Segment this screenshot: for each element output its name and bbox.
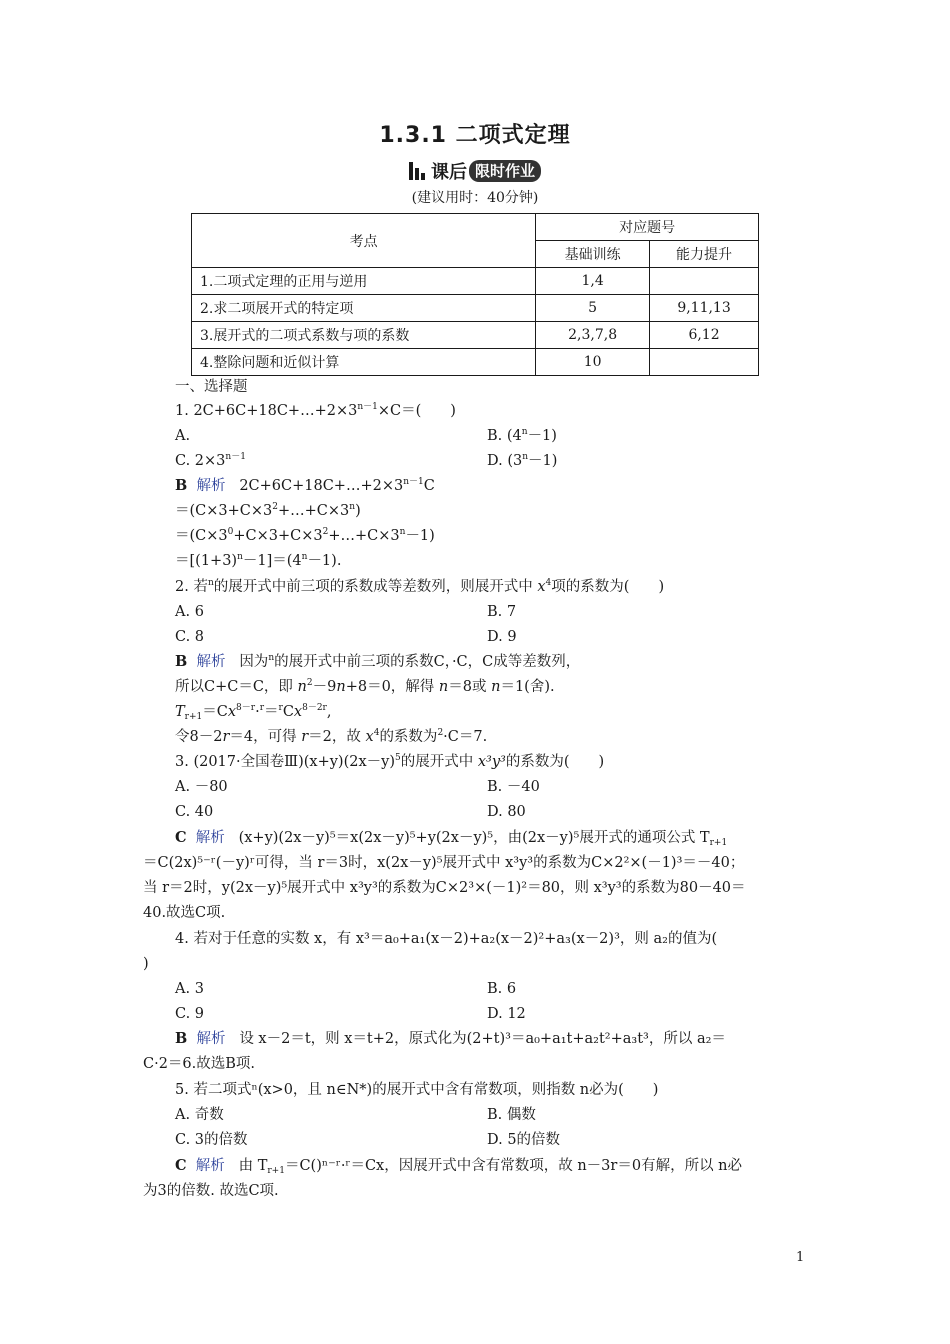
q4-solution-line: B 解析 设 x－2＝t，则 x＝t+2，原式化为(2+t)³＝a₀+a₁t+a₂t²+a₃t³，所以 a₂＝	[175, 1030, 726, 1047]
q1-solution-line: $=[(1+3)^n-1]=(4^n-1)$.	[175, 552, 342, 569]
table-cell-topic: 4.整除问题和近似计算	[192, 349, 536, 376]
table-cell-basic: 10	[536, 349, 650, 376]
table-row	[192, 268, 759, 295]
page-title: 1.3.1 二项式定理	[379, 123, 571, 148]
table-header-group: 对应题号	[536, 214, 759, 241]
q1-stem: 1. $2C+6C+18C+\dots+2\times 3^{n-1}\times C=$( )	[175, 402, 456, 419]
q5-stem: 5. 若二项式ⁿ(x>0，且 n∈N*)的展开式中含有常数项，则指数 n必为( )	[175, 1082, 659, 1098]
q2-solution-line: 令8－2r＝4，可得 r＝2，故 $x^4$的系数为$^2$·C＝7.	[175, 728, 488, 745]
q4-option-c: C. 9	[175, 1006, 205, 1022]
q4-solution-line: C·2＝6.故选B项.	[143, 1056, 256, 1072]
q1-solution-line: $=(C\times 3+C\times 3^2+\dots+C\times 3^n)$	[175, 502, 361, 519]
q5-option-b: B. 偶数	[487, 1107, 536, 1123]
table-cell-topic: 3.展开式的二项式系数与项的系数	[192, 322, 536, 349]
table-header-topic: 考点	[192, 214, 536, 268]
table-cell-advanced: 6,12	[650, 322, 759, 349]
q5-option-c: C. 3的倍数	[175, 1132, 248, 1148]
q3-solution-line: 当 r＝2时，y(2x－y)⁵展开式中 x³y³的系数为C×2³×(－1)²＝80，则 x³y³的系数为80－40＝	[143, 880, 746, 896]
q5-option-d: D. 5的倍数	[487, 1132, 561, 1148]
q3-option-d: D. 80	[487, 804, 526, 820]
banner-part1: 课后	[430, 162, 467, 183]
table-cell-topic: 1.二项式定理的正用与逆用	[192, 268, 536, 295]
q3-option-a: A. －80	[175, 779, 228, 795]
q2-solution-line: B 解析 因为$^n$的展开式中前三项的系数C，·C，C成等差数列，	[175, 653, 581, 670]
q4-option-a: A. 3	[175, 981, 204, 997]
table-header-advanced: 能力提升	[650, 241, 759, 268]
q1-option-a: A.	[175, 428, 191, 444]
table-header-basic: 基础训练	[536, 241, 650, 268]
topic-table	[191, 213, 759, 376]
q3-solution-line: 40.故选C项.	[143, 905, 226, 921]
page-number: 1	[796, 1250, 805, 1265]
table-cell-topic: 2.求二项展开式的特定项	[192, 295, 536, 322]
q5-solution-line: C 解析 由 $T_{r+1}=C()^{n-}ʳ\cdot ʳ=Cx$，因展开式中含有常数项，故 n－3r＝0有解，所以 n必	[175, 1157, 743, 1176]
table-cell-advanced	[650, 349, 759, 376]
table-row	[192, 322, 759, 349]
q2-option-a: A. 6	[175, 604, 204, 620]
q4-stem-cont: )	[143, 956, 149, 972]
q2-solution-line: 所以C+C＝C，即 $n^2-9n+8=0$，解得 n＝8或 n＝1(舍).	[175, 678, 555, 695]
q3-solution-line: C 解析 (x+y)(2x－y)⁵＝x(2x－y)⁵+y(2x－y)⁵，由(2x－y)⁵展开式的通项公式 $T_{r+1}$	[175, 829, 728, 848]
q2-solution-line: $T_{r+1}=Cx^{8-r}\cdot^r=^rCx^{8-2r}$,	[175, 703, 332, 722]
table-cell-basic: 2,3,7,8	[536, 322, 650, 349]
q4-stem: 4. 若对于任意的实数 x，有 x³＝a₀+a₁(x－2)+a₂(x－2)²+a₃(x－2)³，则 a₂的值为(	[175, 931, 718, 947]
suggested-time: (建议用时：40分钟)	[411, 190, 539, 206]
q3-option-b: B. －40	[487, 779, 540, 795]
q2-option-c: C. 8	[175, 629, 205, 645]
table-cell-advanced: 9,11,13	[650, 295, 759, 322]
q2-option-d: D. 9	[487, 629, 517, 645]
table-cell-advanced	[650, 268, 759, 295]
q3-option-c: C. 40	[175, 804, 214, 820]
q1-solution-line: $=(C\times 3^0+C\times 3+C\times 3^2+\dots+C\times 3^n-1)$	[175, 527, 435, 544]
q1-solution-line: B 解析 $2C+6C+18C+\dots+2\times 3^{n-1}C$	[175, 477, 435, 494]
bar-chart-icon	[409, 162, 427, 180]
q4-option-b: B. 6	[487, 981, 517, 997]
section-heading: 一、选择题	[175, 379, 248, 395]
q1-option-d: D. $(3^n-1)$	[487, 452, 558, 469]
homework-banner	[0, 158, 950, 184]
q5-solution-line: 为3的倍数. 故选C项.	[143, 1183, 279, 1199]
table-cell-basic: 1,4	[536, 268, 650, 295]
banner-part2: 限时作业	[469, 160, 541, 182]
q3-solution-line: ＝C(2x)⁵⁻ʳ(－y)ʳ可得，当 r＝3时，x(2x－y)⁵展开式中 x³y³的系数为C×2²×(－1)³＝－40；	[143, 855, 745, 871]
q1-option-c: C. $2\times 3^{n-1}$	[175, 452, 246, 469]
q3-stem: 3. (2017·全国卷$Ⅲ)(x+y)(2x-y)^5$的展开式中 x³y³的系数为( )	[175, 753, 605, 770]
q4-option-d: D. 12	[487, 1006, 526, 1022]
table-row	[192, 295, 759, 322]
q5-option-a: A. 奇数	[175, 1107, 224, 1123]
q2-option-b: B. 7	[487, 604, 517, 620]
q2-stem: 2. 若$^n$的展开式中前三项的系数成等差数列，则展开式中 $x^4$项的系数为( )	[175, 578, 665, 595]
table-row	[192, 349, 759, 376]
q1-option-b: B. $(4^n-1)$	[487, 427, 557, 444]
table-cell-basic: 5	[536, 295, 650, 322]
